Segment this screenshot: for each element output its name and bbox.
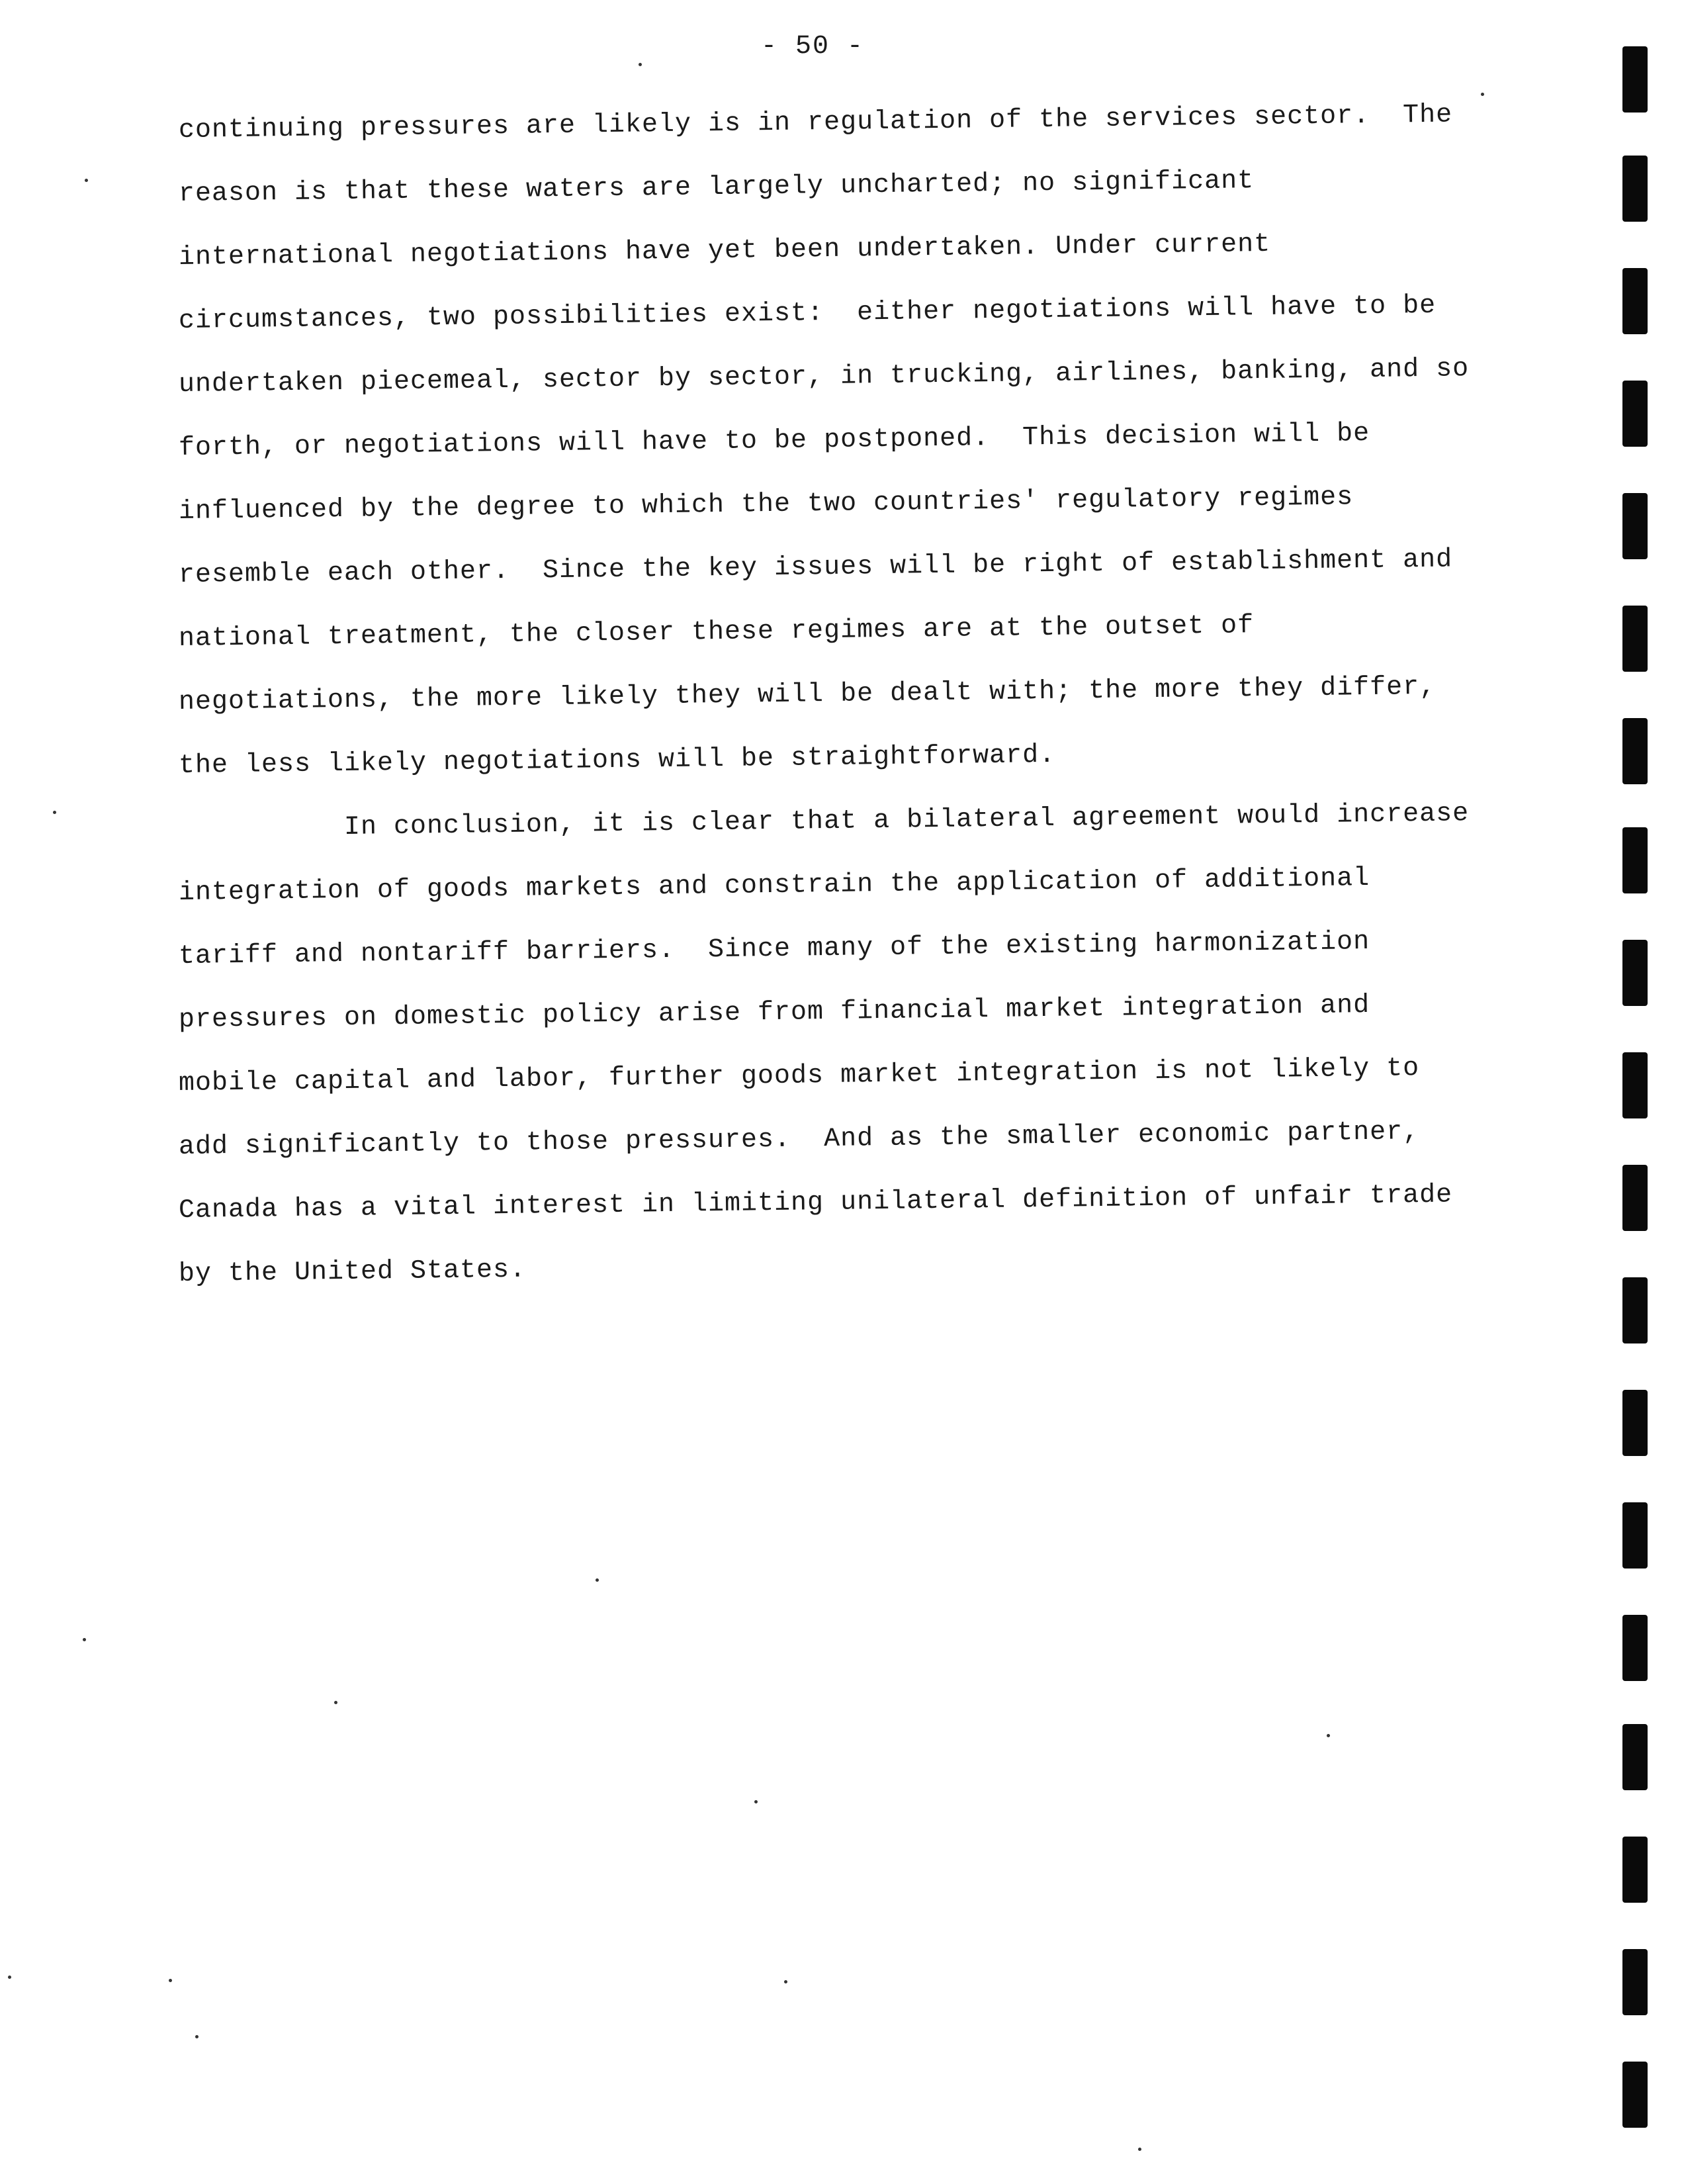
text-line: resemble each other. Since the key issues will be right of establishment and: [178, 545, 1453, 590]
text-line: reason is that these waters are largely uncharted; no significant: [178, 166, 1255, 209]
binder-mark: [1622, 1052, 1648, 1118]
page-number: - 50 -: [761, 32, 865, 62]
binder-mark: [1622, 268, 1648, 334]
text-line: negotiations, the more likely they will be dealt with; the more they differ,: [178, 672, 1437, 717]
document-body: [179, 99, 1489, 1306]
scan-speck: [754, 1800, 758, 1803]
scan-speck: [639, 63, 642, 66]
text-line: Canada has a vital interest in limiting unilateral definition of unfair trade: [178, 1180, 1453, 1226]
binder-mark: [1622, 1615, 1648, 1681]
binder-mark: [1622, 1949, 1648, 2015]
text-line: by the United States.: [178, 1255, 527, 1289]
binder-mark: [1622, 1277, 1648, 1343]
binder-mark: [1622, 46, 1648, 113]
text-line: tariff and nontariff barriers. Since many of the existing harmonization: [178, 927, 1370, 972]
binder-mark: [1622, 1724, 1648, 1790]
scan-speck: [8, 1976, 11, 1979]
binder-mark: [1622, 2062, 1648, 2128]
text-line: add significantly to those pressures. And as the smaller economic partner,: [178, 1117, 1420, 1162]
text-line: In conclusion, it is clear that a bilateral agreement would increase: [178, 799, 1470, 844]
binder-mark: [1622, 606, 1648, 672]
binder-mark: [1622, 381, 1648, 447]
text-line: pressures on domestic policy arise from financial market integration and: [178, 991, 1370, 1035]
scan-speck: [596, 1578, 599, 1582]
text-line: international negotiations have yet been undertaken. Under current: [178, 229, 1271, 273]
text-line: undertaken piecemeal, sector by sector, in trucking, airlines, banking, and so: [178, 354, 1470, 400]
text-line: national treatment, the closer these regimes are at the outset of: [178, 611, 1255, 654]
scan-speck: [83, 1638, 86, 1641]
binder-mark: [1622, 1165, 1648, 1231]
scan-speck: [195, 2035, 199, 2038]
binder-mark: [1622, 156, 1648, 222]
binder-mark: [1622, 1390, 1648, 1456]
binder-mark: [1622, 1837, 1648, 1903]
binder-mark: [1622, 718, 1648, 784]
text-line: integration of goods markets and constrain the application of additional: [178, 864, 1370, 908]
text-line: circumstances, two possibilities exist: either negotiations will have to be: [178, 291, 1437, 336]
text-line: forth, or negotiations will have to be postponed. This decision will be: [178, 419, 1370, 463]
text-line: mobile capital and labor, further goods market integration is not likely to: [178, 1054, 1420, 1099]
scan-speck: [85, 179, 88, 182]
binder-mark: [1622, 940, 1648, 1006]
binder-mark: [1622, 1502, 1648, 1569]
scan-speck: [1327, 1734, 1330, 1737]
text-line: the less likely negotiations will be straightforward.: [178, 740, 1056, 781]
scan-speck: [169, 1979, 172, 1982]
binder-mark: [1622, 493, 1648, 559]
scan-speck: [1138, 2148, 1141, 2151]
binder-mark: [1622, 827, 1648, 893]
text-line: continuing pressures are likely is in regulation of the services sector. The: [178, 100, 1453, 146]
scan-speck: [784, 1980, 787, 1983]
scan-speck: [53, 811, 56, 814]
scan-speck: [1481, 93, 1484, 96]
text-line: influenced by the degree to which the two countries' regulatory regimes: [178, 482, 1354, 527]
scan-speck: [334, 1701, 337, 1704]
